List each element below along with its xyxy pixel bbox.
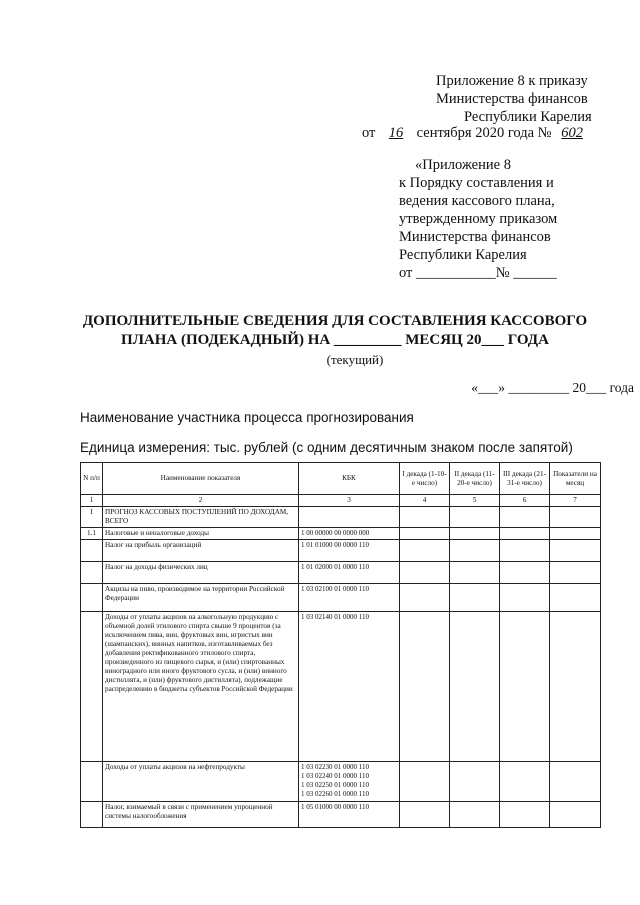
row-kbk [299, 562, 400, 584]
header-decade-1: I декада (1-10-е число) [400, 463, 450, 495]
value-cell[interactable] [450, 802, 500, 828]
value-cell[interactable] [400, 802, 450, 828]
table-header-row [81, 463, 601, 495]
row-name: Налог на доходы физических лиц [103, 562, 299, 584]
value-cell[interactable] [450, 528, 500, 540]
colnum-7: 7 [550, 495, 601, 507]
appendix-line-2: Министерства финансов [436, 91, 588, 107]
table-row [81, 612, 601, 762]
handwritten-day: 16 [388, 125, 404, 141]
table-row [81, 540, 601, 562]
row-number: I [81, 507, 103, 528]
value-cell[interactable] [500, 612, 550, 762]
row-number [81, 540, 103, 562]
header-kbk: КБК [299, 463, 400, 495]
kbk-code: 1 05 01000 00 0000 110 [301, 803, 369, 811]
value-cell[interactable] [550, 528, 601, 540]
forecast-table [80, 462, 601, 828]
value-cell[interactable] [550, 507, 601, 528]
row-kbk [299, 584, 400, 612]
value-cell[interactable] [400, 762, 450, 802]
row-number [81, 762, 103, 802]
kbk-code: 1 01 01000 00 0000 110 [301, 541, 369, 549]
row-kbk [299, 762, 400, 802]
row-name: Доходы от уплаты акцизов на алкогольную продукцию с объемной долей этилового спирта свыше 9 процентов (за исключением пива, вин, фруктовых вин, игристых вин (шампанских), винных напитков, изготавливаемых без добавления ректификованного этилового спирта, произведенного из пищевого сырья, и (или) спиртованных виноградного или иного фруктового сусла, и (или) винного дистиллята, и (или) фруктового дистиллята), подлежащие распределению в бюджеты субъектов Российской Федерации [103, 612, 299, 762]
table-row [81, 528, 601, 540]
kbk-code: 1 03 02260 01 0000 110 [301, 790, 369, 798]
value-cell[interactable] [500, 802, 550, 828]
colnum-2: 2 [103, 495, 299, 507]
value-cell[interactable] [500, 584, 550, 612]
colnum-6: 6 [500, 495, 550, 507]
value-cell[interactable] [500, 540, 550, 562]
table-row [81, 507, 601, 528]
row-number [81, 562, 103, 584]
table-colnum-row [81, 495, 601, 507]
title-line-1: ДОПОЛНИТЕЛЬНЫЕ СВЕДЕНИЯ ДЛЯ СОСТАВЛЕНИЯ КАССОВОГО [82, 313, 588, 329]
colnum-1: 1 [81, 495, 103, 507]
header-decade-3: III декада (21-31-е число) [500, 463, 550, 495]
row-kbk [299, 507, 400, 528]
value-cell[interactable] [400, 562, 450, 584]
row-name: Доходы от уплаты акцизов на нефтепродукты [103, 762, 299, 802]
header-n: N п/п [81, 463, 103, 495]
appendix-line-1: Приложение 8 к приказу [436, 73, 588, 89]
value-cell[interactable] [400, 584, 450, 612]
order-line-7: от ___________№ ______ [399, 265, 557, 281]
header-decade-2: II декада (11-20-е число) [450, 463, 500, 495]
row-name: ПРОГНОЗ КАССОВЫХ ПОСТУПЛЕНИЙ ПО ДОХОДАМ, ВСЕГО [103, 507, 299, 528]
order-line-1: «Приложение 8 [415, 157, 511, 173]
row-number: 1.1 [81, 528, 103, 540]
unit-label: Единица измерения: тыс. рублей (с одним десятичным знаком после запятой) [80, 440, 573, 455]
table-row [81, 584, 601, 612]
kbk-code: 1 03 02240 01 0000 110 [301, 772, 369, 780]
row-name: Акцизы на пиво, производимое на территории Российской Федерации [103, 584, 299, 612]
kbk-code: 1 03 02140 01 0000 110 [301, 613, 369, 621]
title-line-2: ПЛАНА (ПОДЕКАДНЫЙ) НА _________ МЕСЯЦ 20___ ГОДА [121, 332, 549, 348]
value-cell[interactable] [550, 612, 601, 762]
appendix-block [436, 72, 626, 126]
row-kbk [299, 540, 400, 562]
document-title [40, 312, 630, 369]
kbk-code: 1 00 00000 00 0000 000 [301, 529, 370, 537]
order-reference-block [399, 156, 619, 282]
appendix-line-3: Республики Карелия [464, 109, 592, 125]
value-cell[interactable] [400, 528, 450, 540]
order-line-3: ведения кассового плана, [399, 193, 555, 209]
row-name: Налог, взимаемый в связи с применением упрощенной системы налогообложения [103, 802, 299, 828]
header-name: Наименование показателя [103, 463, 299, 495]
value-cell[interactable] [500, 507, 550, 528]
title-line-3: (текущий) [326, 352, 384, 367]
row-kbk [299, 802, 400, 828]
participant-label: Наименование участника процесса прогнозирования [80, 410, 414, 425]
table-row [81, 562, 601, 584]
date-prefix: от [362, 125, 376, 141]
row-name: Налоговые и неналоговые доходы [103, 528, 299, 540]
date-rest: сентября 2020 года № [416, 125, 552, 141]
value-cell[interactable] [400, 612, 450, 762]
row-number [81, 802, 103, 828]
value-cell[interactable] [550, 762, 601, 802]
value-cell[interactable] [550, 562, 601, 584]
order-line-5: Министерства финансов [399, 229, 551, 245]
colnum-3: 3 [299, 495, 400, 507]
kbk-code: 1 03 02230 01 0000 110 [301, 763, 369, 771]
header-month: Показатели на месяц [550, 463, 601, 495]
value-cell[interactable] [450, 762, 500, 802]
row-kbk [299, 612, 400, 762]
value-cell[interactable] [450, 540, 500, 562]
value-cell[interactable] [450, 612, 500, 762]
order-line-2: к Порядку составления и [399, 175, 554, 191]
value-cell[interactable] [500, 562, 550, 584]
row-number [81, 584, 103, 612]
table-row [81, 762, 601, 802]
value-cell[interactable] [500, 528, 550, 540]
report-date-line: «___» _________ 20___ года [471, 380, 634, 395]
appendix-date-line [362, 124, 632, 142]
value-cell[interactable] [400, 507, 450, 528]
table-row [81, 802, 601, 828]
row-name: Налог на прибыль организаций [103, 540, 299, 562]
order-line-6: Республики Карелия [399, 247, 527, 263]
value-cell[interactable] [550, 540, 601, 562]
value-cell[interactable] [550, 802, 601, 828]
kbk-code: 1 01 02000 01 0000 110 [301, 563, 369, 571]
colnum-5: 5 [450, 495, 500, 507]
value-cell[interactable] [450, 507, 500, 528]
value-cell[interactable] [500, 762, 550, 802]
row-number [81, 612, 103, 762]
colnum-4: 4 [400, 495, 450, 507]
value-cell[interactable] [550, 584, 601, 612]
handwritten-number: 602 [561, 125, 584, 141]
value-cell[interactable] [450, 584, 500, 612]
value-cell[interactable] [450, 562, 500, 584]
row-kbk [299, 528, 400, 540]
order-line-4: утвержденному приказом [399, 211, 558, 227]
kbk-code: 1 03 02100 01 0000 110 [301, 585, 369, 593]
value-cell[interactable] [400, 540, 450, 562]
kbk-code: 1 03 02250 01 0000 110 [301, 781, 369, 789]
